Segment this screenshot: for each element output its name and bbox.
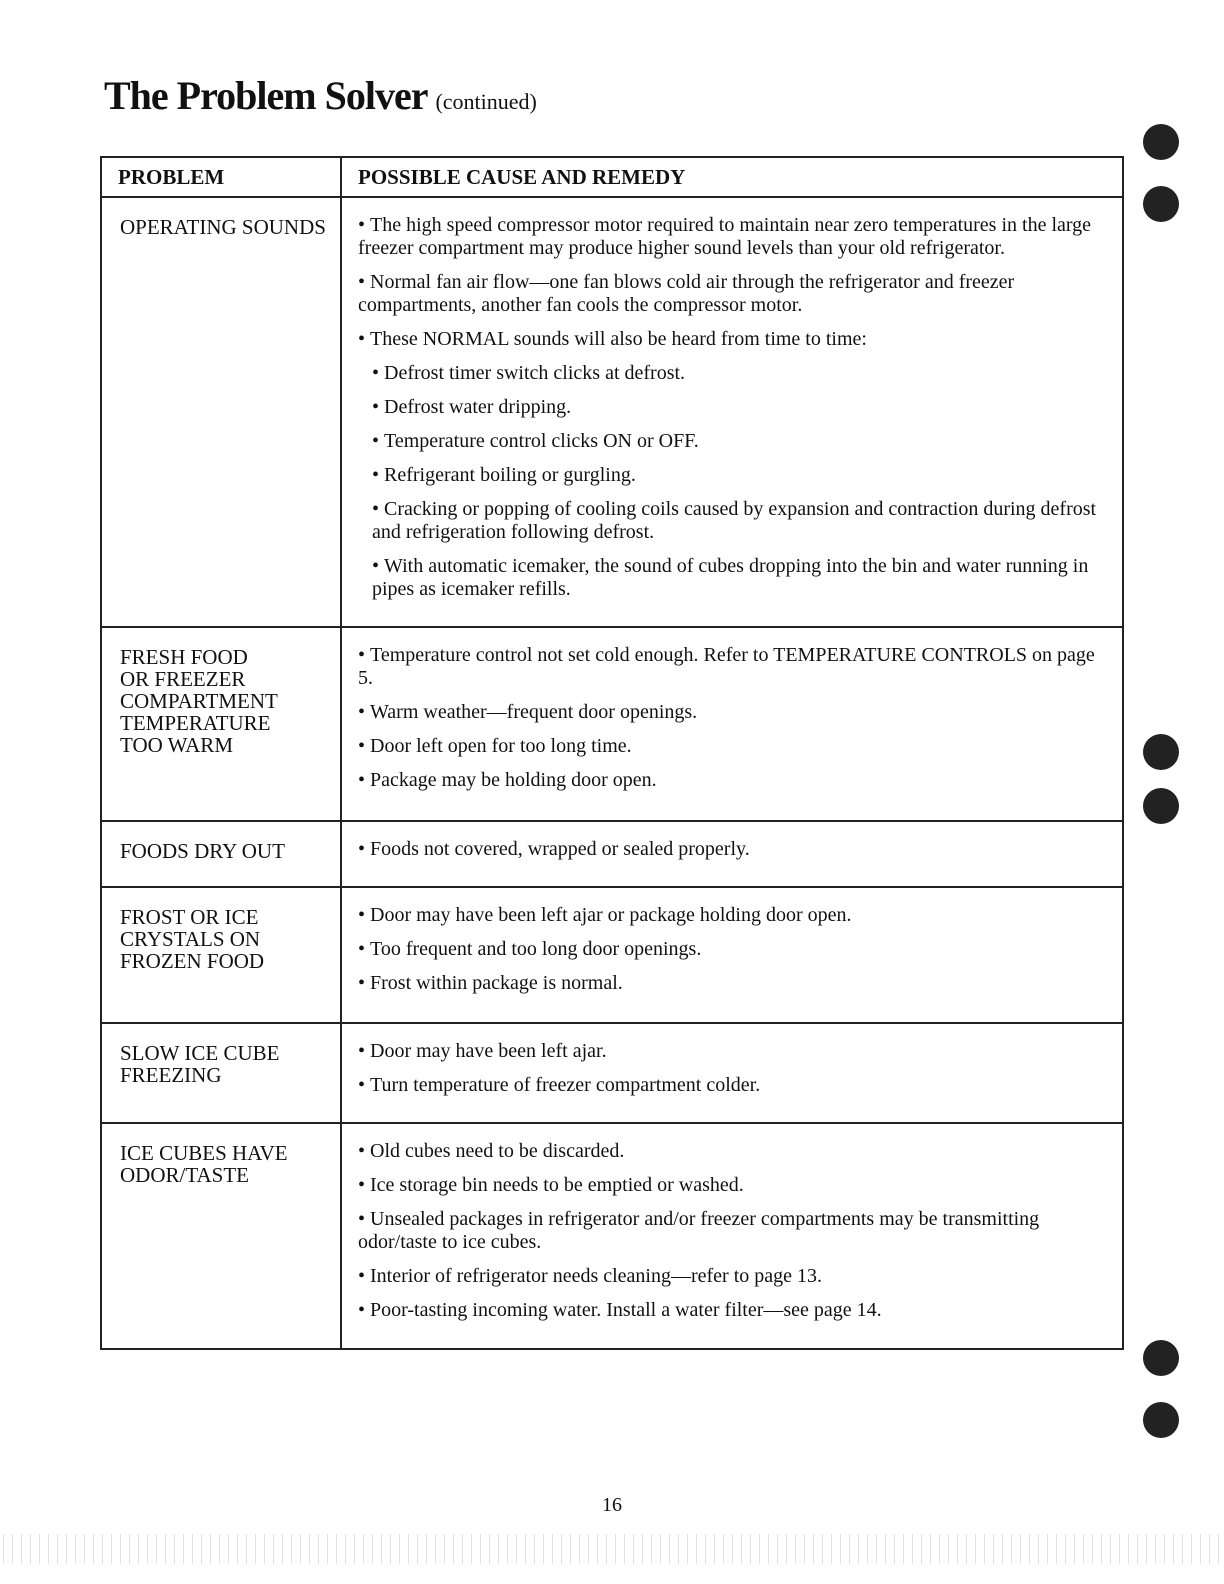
table-row <box>101 821 1123 887</box>
remedy-item: • Package may be holding door open. <box>358 769 1102 792</box>
remedy-subitem: • Temperature control clicks ON or OFF. <box>358 430 1102 453</box>
problem-cell: ICE CUBES HAVE ODOR/TASTE <box>101 1123 341 1349</box>
problem-cell: FOODS DRY OUT <box>101 821 341 887</box>
page-title-text: The Problem Solver <box>104 73 428 118</box>
remedy-item: • Too frequent and too long door openings. <box>358 938 1102 961</box>
remedy-item: • Ice storage bin needs to be emptied or washed. <box>358 1174 1102 1197</box>
page-subtitle: (continued) <box>435 89 537 114</box>
binder-hole-icon <box>1143 124 1179 160</box>
binder-hole-icon <box>1143 734 1179 770</box>
binder-hole-icon <box>1143 1402 1179 1438</box>
remedy-item: • Temperature control not set cold enough. Refer to TEMPERATURE CONTROLS on page 5. <box>358 644 1102 690</box>
table-row <box>101 1123 1123 1349</box>
remedy-cell <box>341 1123 1123 1349</box>
table-row <box>101 887 1123 1023</box>
binder-hole-icon <box>1143 186 1179 222</box>
remedy-cell <box>341 1023 1123 1123</box>
remedy-item: • Warm weather—frequent door openings. <box>358 701 1102 724</box>
remedy-item: • Interior of refrigerator needs cleaning—refer to page 13. <box>358 1265 1102 1288</box>
col-header-problem: PROBLEM <box>101 157 341 197</box>
remedy-item: • Old cubes need to be discarded. <box>358 1140 1102 1163</box>
problem-cell: OPERATING SOUNDS <box>101 197 341 627</box>
remedy-item: • Door left open for too long time. <box>358 735 1102 758</box>
binder-hole-icon <box>1143 788 1179 824</box>
table-row <box>101 627 1123 821</box>
remedy-item: • These NORMAL sounds will also be heard from time to time: <box>358 328 1102 351</box>
binder-hole-icon <box>1143 1340 1179 1376</box>
remedy-item: • The high speed compressor motor required to maintain near zero temperatures in the large freezer compartment may produce higher sound levels than your old refrigerator. <box>358 214 1102 260</box>
problem-cell: FROST OR ICE CRYSTALS ON FROZEN FOOD <box>101 887 341 1023</box>
remedy-cell <box>341 627 1123 821</box>
remedy-subitem: • With automatic icemaker, the sound of cubes dropping into the bin and water running in pipes as icemaker refills. <box>358 555 1102 601</box>
remedy-item: • Unsealed packages in refrigerator and/or freezer compartments may be transmitting odor/taste to ice cubes. <box>358 1208 1102 1254</box>
remedy-cell <box>341 887 1123 1023</box>
remedy-subitem: • Defrost water dripping. <box>358 396 1102 419</box>
problem-cell: SLOW ICE CUBE FREEZING <box>101 1023 341 1123</box>
remedy-item: • Door may have been left ajar or package holding door open. <box>358 904 1102 927</box>
remedy-subitem: • Defrost timer switch clicks at defrost. <box>358 362 1102 385</box>
remedy-item: • Door may have been left ajar. <box>358 1040 1102 1063</box>
problem-cell: FRESH FOOD OR FREEZER COMPARTMENT TEMPERATURE TOO WARM <box>101 627 341 821</box>
remedy-subitem: • Cracking or popping of cooling coils caused by expansion and contraction during defrost and refrigeration following defrost. <box>358 498 1102 544</box>
remedy-item: • Normal fan air flow—one fan blows cold air through the refrigerator and freezer compartments, another fan cools the compressor motor. <box>358 271 1102 317</box>
col-header-remedy: POSSIBLE CAUSE AND REMEDY <box>341 157 1123 197</box>
remedy-cell <box>341 197 1123 627</box>
remedy-cell <box>341 821 1123 887</box>
remedy-subitem: • Refrigerant boiling or gurgling. <box>358 464 1102 487</box>
remedy-item: • Poor-tasting incoming water. Install a water filter—see page 14. <box>358 1299 1102 1322</box>
remedy-item: • Frost within package is normal. <box>358 972 1102 995</box>
table-row <box>101 197 1123 627</box>
table-header-row <box>101 157 1123 197</box>
remedy-item: • Turn temperature of freezer compartment colder. <box>358 1074 1102 1097</box>
table-row <box>101 1023 1123 1123</box>
page-number: 16 <box>602 1494 622 1516</box>
scan-artifact <box>0 1534 1224 1564</box>
remedy-item: • Foods not covered, wrapped or sealed properly. <box>358 838 1102 861</box>
problem-solver-table <box>100 156 1124 1350</box>
page-title <box>104 72 537 119</box>
